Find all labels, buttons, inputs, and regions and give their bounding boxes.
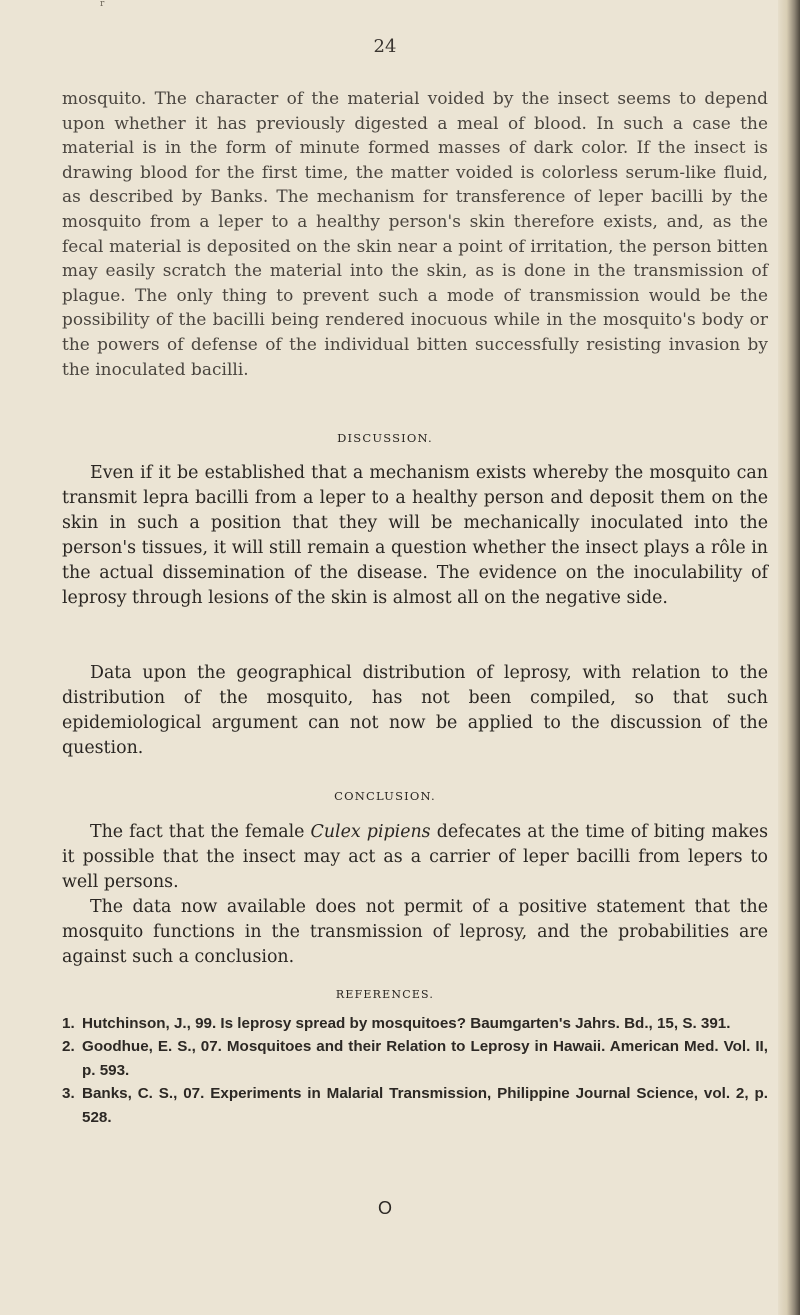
reference-item (62, 1012, 768, 1035)
end-mark: O (377, 1198, 392, 1218)
conclusion-heading: CONCLUSION. (334, 789, 436, 803)
reference-number: 1. (62, 1015, 75, 1032)
reference-item (62, 1035, 768, 1082)
page-edge-shadow (778, 0, 800, 1315)
continuation-paragraph: mosquito. The character of the material voided by the insect seems to depend upon whether it has previously digested a meal of blood. In such a case the material is in the form of minute formed masses of dark color. If the insect is drawing blood for the first time, the matter voided is colorless serum-like fluid, as described by Banks. The mechanism for transference of leper bacilli by the mosquito from a leper to a healthy person's skin therefore exists, and, as the fecal material is deposited on the skin near a point of irritation, the person bitten may easily scratch the material into the skin, as is done in the transmission of plague. The only thing to prevent such a mode of transmission would be the possibility of the bacilli being rendered inocuous while in the mosquito's body or the powers of defense of the individual bitten successfully resisting invasion by the inoculated bacilli. (62, 88, 768, 379)
conclusion-paragraph-1 (62, 820, 768, 895)
species-name: Culex pipiens (310, 822, 431, 842)
reference-text: Banks, C. S., 07. Experiments in Malarial Transmission, Philippine Journal Science, vol. 2, p. 528. (82, 1085, 768, 1126)
reference-number: 2. (62, 1038, 75, 1056)
conclusion-text-after: defecates at the time of biting makes it possible that the insect may act as a carrier of leper bacilli from lepers to well persons. (62, 822, 768, 892)
reference-item (62, 1082, 768, 1129)
conclusion-paragraph-2: The data now available does not permit of a positive statement that the mosquito functions in the transmission of leprosy, and the probabilities are against such a conclusion. (62, 897, 768, 967)
page-mark: r (100, 0, 105, 9)
reference-text: Hutchinson, J., 99. Is leprosy spread by mosquitoes? Baumgarten's Jahrs. Bd., 15, S. 391. (82, 1015, 731, 1032)
references-heading: REFERENCES. (335, 988, 435, 1001)
reference-number: 3. (62, 1085, 75, 1103)
page-number: 24 (373, 36, 397, 57)
reference-text: Goodhue, E. S., 07. Mosquitoes and their Relation to Leprosy in Hawaii. American Med. Vol. II, p. 593. (82, 1038, 768, 1079)
discussion-heading: DISCUSSION. (337, 431, 433, 445)
discussion-paragraph-2: Data upon the geographical distribution of leprosy, with relation to the distribution of the mosquito, has not been compiled, so that such epidemiological argument can not now be applied to the discussion of the question. (62, 663, 768, 758)
discussion-paragraph-1: Even if it be established that a mechanism exists whereby the mosquito can transmit lepra bacilli from a leper to a healthy person and deposit them on the skin in such a position that they will be mechanically inoculated into the person's tissues, it will still remain a question whether the insect plays a rôle in the actual dissemination of the disease. The evidence on the inoculability of leprosy through lesions of the skin is almost all on the negative side. (62, 463, 768, 608)
reference-list (62, 1012, 768, 1129)
conclusion-text-before: The fact that the female (90, 822, 311, 842)
